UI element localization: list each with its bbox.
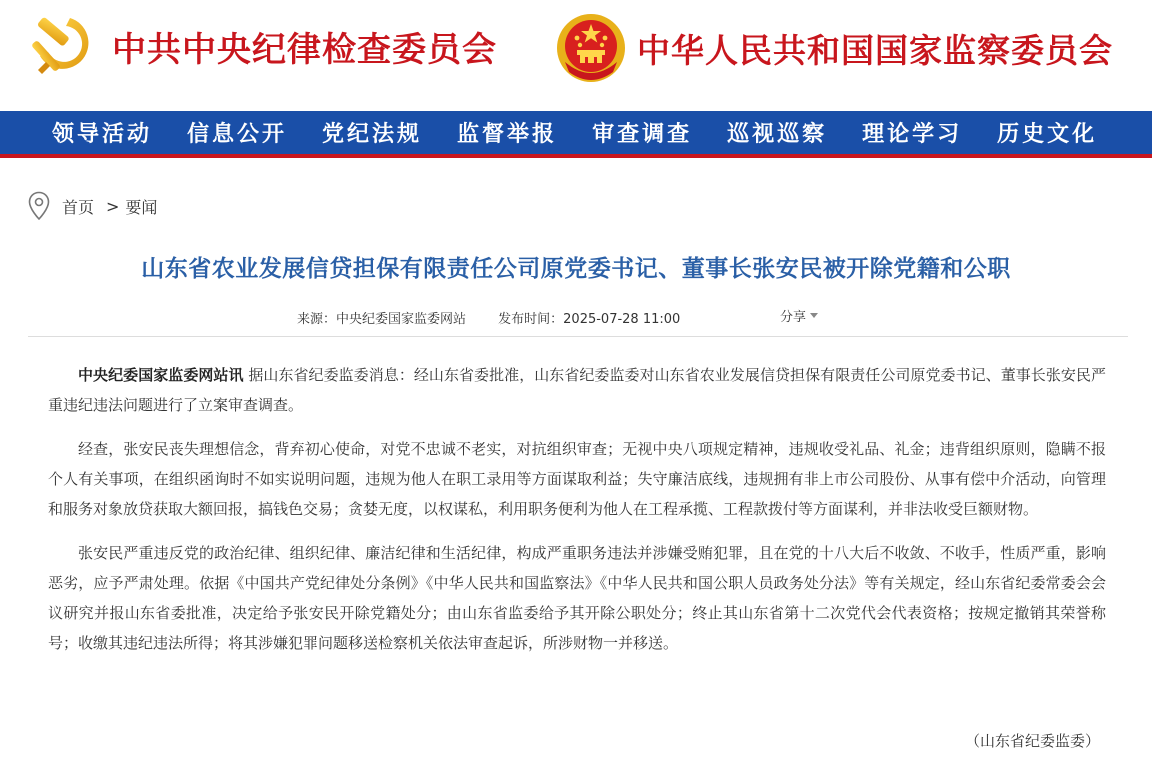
breadcrumb-separator: > [106,196,120,216]
article-paragraph-1-text: 据山东省纪委监委消息：经山东省委批准，山东省纪委监委对山东省农业发展信贷担保有限责任公司原党委书记、董事长张安民严重违纪违法问题进行了立案审查调查。 [48,366,1106,414]
article-paragraph-3: 张安民严重违反党的政治纪律、组织纪律、廉洁纪律和生活纪律，构成严重职务违法并涉嫌受贿犯罪，且在党的十八大后不收敛、不收手，性质严重，影响恶劣，应予严肃处理。依据《中国共产党纪律处分条例》《中华人民共和国监察法》《中华人民共和国公职人员政务处分法》等有关规定，经山东省纪委常委会会议研究并报山东省委批准，决定给予张安民开除党籍处分；由山东省监委给予其开除公职处分；终止其山东省第十二次党代会代表资格；按规定撤销其荣誉称号；收缴其违纪违法所得；将其涉嫌犯罪问题移送检察机关依法审查起诉，所涉财物一并移送。 [48,544,1106,652]
article-paragraph-2: 经查，张安民丧失理想信念，背弃初心使命，对党不忠诚不老实，对抗组织审查；无视中央八项规定精神，违规收受礼品、礼金；违背组织原则，隐瞒不报个人有关事项，在组织函询时不如实说明问题，违规为他人在职工录用等方面谋取利益；失守廉洁底线，违规拥有非上市公司股份、从事有偿中介活动，向管理和服务对象放贷获取大额回报，搞钱色交易；贪婪无度，以权谋私，利用职务便利为他人在工程承揽、工程款拨付等方面谋利，并非法收受巨额财物。 [48,440,1106,518]
site-header [0,0,1152,111]
location-pin-icon [28,191,50,221]
breadcrumb [28,191,157,221]
caret-down-icon [810,313,818,318]
nav-item-info[interactable]: 信息公开 [187,121,288,147]
nav-item-history[interactable]: 历史文化 [997,121,1098,147]
breadcrumb-current[interactable]: 要闻 [125,197,158,217]
nsc-title: 中华人民共和国国家监察委员会 [637,30,1113,70]
nav-item-investigation[interactable]: 审查调查 [592,121,693,147]
article-publish-time: 发布时间：2025-07-28 11:00 [498,312,681,327]
breadcrumb-home[interactable]: 首页 [62,197,95,217]
article-body [48,360,1106,672]
national-emblem-icon [555,12,627,84]
article-lead: 中央纪委国家监委网站讯 [78,366,244,384]
ccdi-title: 中共中央纪律检查委员会 [112,29,497,70]
article-paragraph-1 [48,360,1106,420]
nsc-logo-link[interactable] [555,12,1113,84]
article-source: 来源：中央纪委国家监委网站 [297,312,467,327]
nav-item-inspection[interactable]: 巡视巡察 [727,121,828,147]
share-button[interactable] [780,306,818,325]
title-divider [28,336,1128,337]
article-meta [297,308,708,327]
main-nav [0,111,1152,158]
nav-item-regulations[interactable]: 党纪法规 [322,121,423,147]
nav-item-leadership[interactable]: 领导活动 [52,121,153,147]
ccdi-logo-link[interactable] [30,12,497,80]
article-signoff: （山东省纪委监委） [964,732,1100,750]
nav-item-report[interactable]: 监督举报 [457,121,558,147]
share-label: 分享 [780,310,807,325]
nav-item-theory[interactable]: 理论学习 [862,121,963,147]
party-emblem-icon [30,12,98,80]
article-title: 山东省农业发展信贷担保有限责任公司原党委书记、董事长张安民被开除党籍和公职 [141,256,1011,282]
